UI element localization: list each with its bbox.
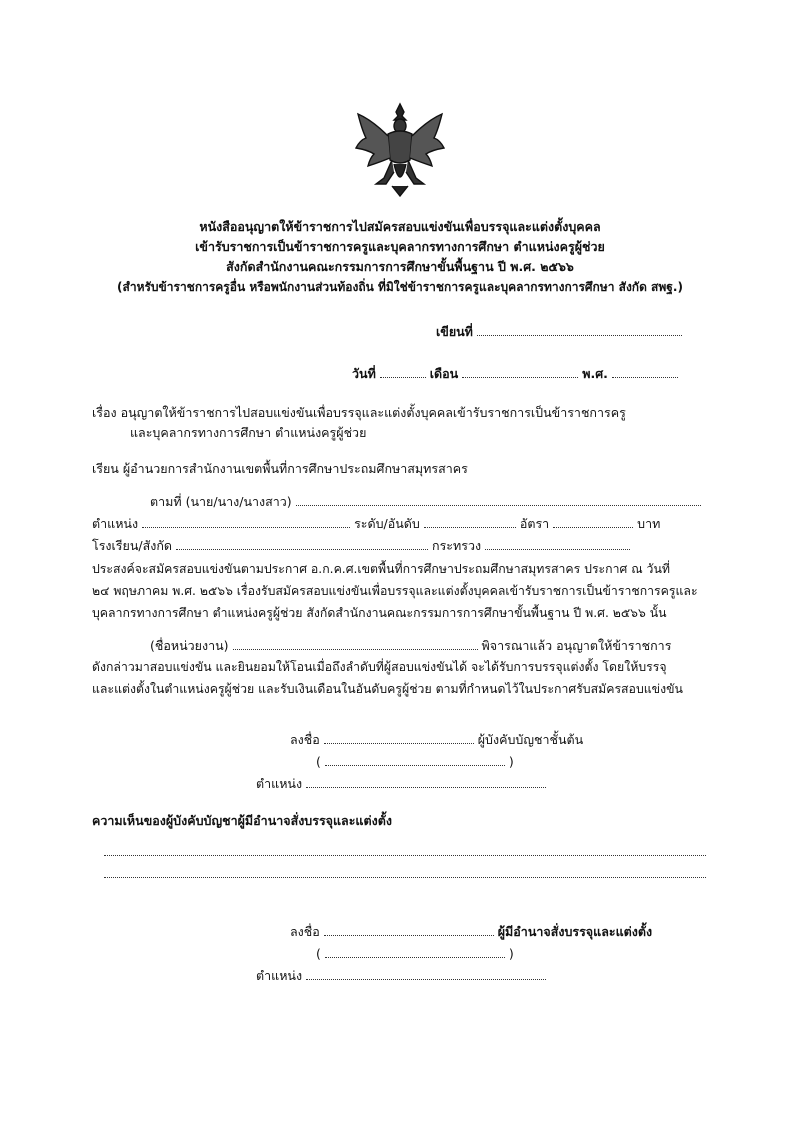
signature2-name-field[interactable]	[325, 944, 505, 958]
opinion-heading: ความเห็นของผู้บังคับบัญชาผู้มีอำนาจสั่งบรรจุและแต่งตั้ง	[92, 813, 392, 828]
signature1-paren-close: )	[508, 754, 514, 769]
date-label: วันที่	[352, 366, 376, 381]
subject-line-2: และบุคลากรทางการศึกษา ตำแหน่งครูผู้ช่วย	[130, 425, 367, 440]
title-line-1: หนังสืออนุญาตให้ข้าราชการไปสมัครสอบแข่งขันเพื่อบรรจุและแต่งตั้งบุคคล	[199, 219, 601, 234]
name-label: ตามที่ (นาย/นาง/นางสาว)	[150, 494, 292, 509]
signature2-role: ผู้มีอำนาจสั่งบรรจุและแต่งตั้ง	[497, 924, 653, 939]
level-field[interactable]	[424, 514, 516, 528]
year-field[interactable]	[612, 364, 678, 378]
signature2-row	[290, 922, 652, 941]
agency-label: (ชื่อหน่วยงาน)	[150, 638, 229, 653]
name-row	[150, 492, 701, 511]
para2-line-3: และแต่งตั้งในตำแหน่งครูผู้ช่วย และรับเงินเดือนในอันดับครูผู้ช่วย ตามที่กำหนดไว้ในประกาศรับสมัครสอบแข่งขัน	[92, 682, 683, 696]
position-label: ตำแหน่ง	[92, 516, 139, 531]
signature1-name-field[interactable]	[325, 752, 505, 766]
salary-field[interactable]	[553, 514, 633, 528]
opinion-line-2[interactable]	[104, 864, 706, 878]
date-row	[352, 364, 678, 383]
garuda-emblem-icon	[352, 100, 448, 200]
name-field[interactable]	[296, 492, 701, 506]
written-at-row	[436, 322, 682, 341]
subject-line-1: อนุญาตให้ข้าราชการไปสอบแข่งขันเพื่อบรรจุและแต่งตั้งบุคคลเข้ารับราชการเป็นข้าราชการครู	[120, 405, 626, 420]
para1-line-1: ประสงค์จะสมัครสอบแข่งขันตามประกาศ อ.ก.ค.ศ.เขตพื้นที่การศึกษาประถมศึกษาสมุทรสาคร ประกาศ ณ วันที่	[92, 562, 670, 576]
to-label: เรียน	[92, 461, 119, 476]
signature1-position-row	[256, 774, 546, 793]
subject-row	[92, 404, 626, 422]
signature1-row	[290, 730, 583, 749]
school-field[interactable]	[176, 536, 428, 550]
level-label: ระดับ/อันดับ	[354, 516, 420, 531]
opinion-line-1[interactable]	[104, 842, 706, 856]
signature1-field[interactable]	[324, 730, 474, 744]
signature1-name-row	[316, 752, 514, 771]
school-label: โรงเรียน/สังกัด	[92, 538, 173, 553]
title-line-3: สังกัดสำนักงานคณะกรรมการการศึกษาขั้นพื้นฐาน ปี พ.ศ. ๒๕๖๖	[226, 259, 574, 274]
ministry-field[interactable]	[485, 536, 630, 550]
to-text: ผู้อำนวยการสำนักงานเขตพื้นที่การศึกษาประถมศึกษาสมุทรสาคร	[122, 461, 468, 476]
signature2-position-label: ตำแหน่ง	[256, 968, 303, 983]
month-label: เดือน	[429, 366, 459, 381]
opinion-line-2-row	[104, 864, 706, 883]
position-row	[92, 514, 660, 533]
month-field[interactable]	[462, 364, 578, 378]
signature1-position-label: ตำแหน่ง	[256, 776, 303, 791]
signature2-paren-close: )	[508, 946, 514, 961]
salary-label: อัตรา	[519, 516, 550, 531]
signature1-role: ผู้บังคับบัญชาชั้นต้น	[477, 732, 584, 747]
position-field[interactable]	[142, 514, 350, 528]
subject-label: เรื่อง	[92, 405, 117, 420]
para2-line-1-end: พิจารณาแล้ว อนุญาตให้ข้าราชการ	[481, 638, 672, 653]
signature2-position-row	[256, 966, 546, 985]
signature1-position-field[interactable]	[306, 774, 546, 788]
written-at-field[interactable]	[477, 322, 682, 336]
para2-line-1	[150, 636, 671, 655]
title-line-2: เข้ารับราชการเป็นข้าราชการครูและบุคลากรทางการศึกษา ตำแหน่งครูผู้ช่วย	[195, 239, 605, 254]
signature2-label: ลงชื่อ	[290, 924, 320, 939]
signature1-paren-open: (	[316, 754, 321, 769]
signature2-name-row	[316, 944, 514, 963]
to-row	[92, 460, 468, 478]
title-line-4: (สำหรับข้าราชการครูอื่น หรือพนักงานส่วนท้องถิ่น ที่มิใช่ข้าราชการครูและบุคลากรทางการศึกษา สังกัด สพฐ.)	[117, 280, 683, 294]
signature2-position-field[interactable]	[306, 966, 546, 980]
ministry-label: กระทรวง	[432, 538, 482, 553]
para1-line-2: ๒๔ พฤษภาคม พ.ศ. ๒๕๖๖ เรื่องรับสมัครสอบแข่งขันเพื่อบรรจุและแต่งตั้งบุคคลเข้ารับราชการเป็นข้าราชการครูและ	[92, 584, 698, 598]
school-row	[92, 536, 630, 555]
baht-label: บาท	[637, 516, 661, 531]
written-at-label: เขียนที่	[436, 324, 473, 339]
opinion-line-1-row	[104, 842, 706, 861]
para1-line-3: บุคลากรทางการศึกษา ตำแหน่งครูผู้ช่วย สังกัดสำนักงานคณะกรรมการการศึกษาขั้นพื้นฐาน ปี พ.ศ. ๒๕๖๖ นั้น	[92, 606, 667, 620]
para2-line-2: ดังกล่าวมาสอบแข่งขัน และยินยอมให้โอนเมื่อถึงลำดับที่ผู้สอบแข่งขันได้ จะได้รับการบรรจุแต่งตั้ง โดยให้บรรจุ	[92, 660, 667, 674]
signature1-label: ลงชื่อ	[290, 732, 320, 747]
agency-field[interactable]	[233, 636, 478, 650]
date-field[interactable]	[380, 364, 426, 378]
signature2-field[interactable]	[324, 922, 494, 936]
signature2-paren-open: (	[316, 946, 321, 961]
year-label: พ.ศ.	[582, 366, 608, 381]
